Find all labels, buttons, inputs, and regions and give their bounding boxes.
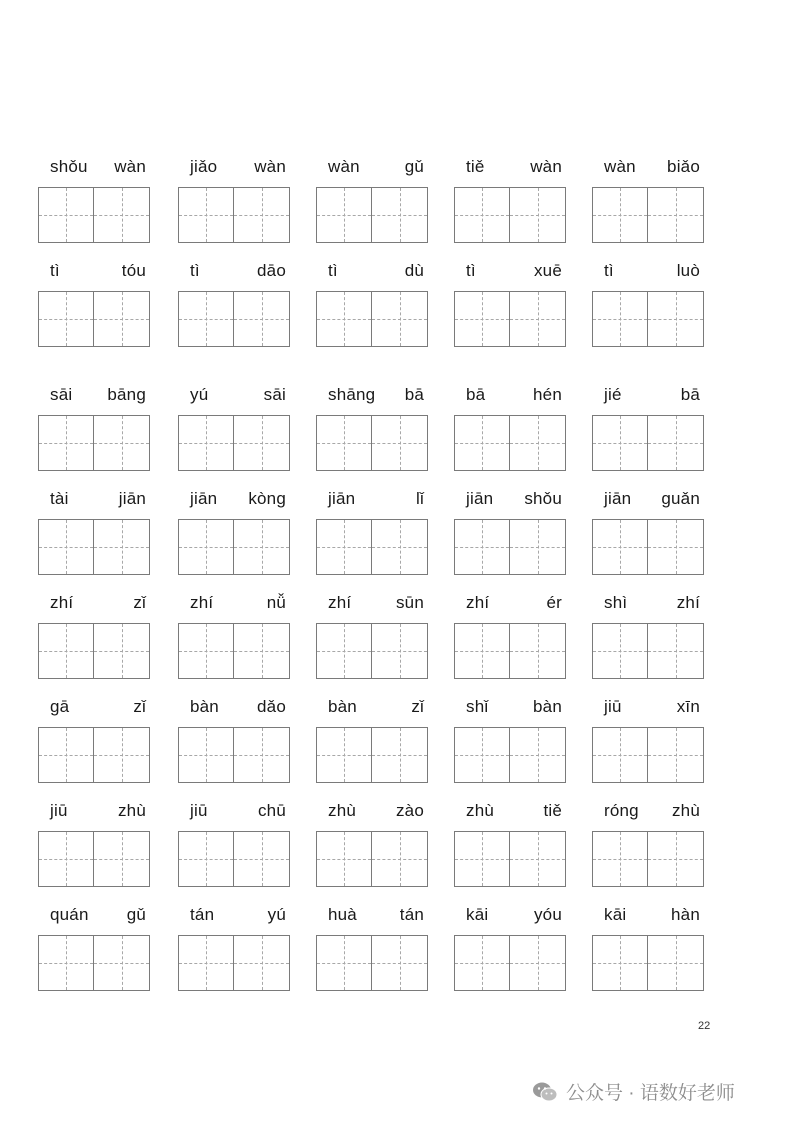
pinyin-label xyxy=(316,155,428,179)
word-cell xyxy=(454,259,566,369)
word-cell xyxy=(454,155,566,265)
tian-zi-ge-box[interactable] xyxy=(38,519,94,575)
pinyin-syllable-2: tiě xyxy=(543,801,562,820)
worksheet-row xyxy=(0,695,794,805)
pinyin-label xyxy=(454,799,566,823)
pinyin-syllable-2: bāng xyxy=(107,385,146,404)
pinyin-label xyxy=(592,799,704,823)
tian-zi-ge-box[interactable] xyxy=(94,623,150,679)
pinyin-syllable-2: zǐ xyxy=(133,697,146,716)
word-cell xyxy=(592,799,704,909)
writing-boxes xyxy=(592,187,704,243)
word-cell xyxy=(178,259,290,369)
pinyin-label xyxy=(38,799,150,823)
pinyin-label xyxy=(316,259,428,283)
tian-zi-ge-box[interactable] xyxy=(38,187,94,243)
pinyin-syllable-1: jiān xyxy=(466,489,494,508)
pinyin-syllable-1: sāi xyxy=(50,385,73,404)
pinyin-syllable-1: zhí xyxy=(466,593,490,612)
word-cell xyxy=(454,695,566,805)
word-cell xyxy=(178,799,290,909)
pinyin-syllable-1: jié xyxy=(604,385,622,404)
word-cell xyxy=(178,591,290,701)
pinyin-syllable-1: jiān xyxy=(190,489,218,508)
tian-zi-ge-box[interactable] xyxy=(372,415,428,471)
tian-zi-ge-box[interactable] xyxy=(234,935,290,991)
writing-boxes xyxy=(454,291,566,347)
word-cell xyxy=(38,903,150,1013)
word-cell xyxy=(316,155,428,265)
pinyin-syllable-2: hàn xyxy=(671,905,700,924)
word-cell xyxy=(178,487,290,597)
pinyin-syllable-2: yú xyxy=(267,905,286,924)
pinyin-syllable-2: lǐ xyxy=(416,489,424,508)
pinyin-label xyxy=(316,799,428,823)
pinyin-label xyxy=(592,695,704,719)
pinyin-syllable-1: wàn xyxy=(328,157,360,176)
pinyin-syllable-2: zào xyxy=(395,801,424,820)
word-cell xyxy=(178,695,290,805)
pinyin-label xyxy=(454,695,566,719)
writing-boxes xyxy=(38,415,150,471)
word-cell xyxy=(38,259,150,369)
tian-zi-ge-box[interactable] xyxy=(178,291,234,347)
tian-zi-ge-box[interactable] xyxy=(648,727,704,783)
tian-zi-ge-box[interactable] xyxy=(372,623,428,679)
pinyin-label xyxy=(38,487,150,511)
writing-boxes xyxy=(38,291,150,347)
tian-zi-ge-box[interactable] xyxy=(592,831,648,887)
watermark-text: 公众号 · 语数好老师 xyxy=(566,1083,735,1104)
tian-zi-ge-box[interactable] xyxy=(178,187,234,243)
tian-zi-ge-box[interactable] xyxy=(454,291,510,347)
pinyin-syllable-2: zhí xyxy=(676,593,700,612)
pinyin-syllable-1: shāng xyxy=(328,385,376,404)
worksheet-row xyxy=(0,155,794,265)
pinyin-syllable-2: tóu xyxy=(121,261,146,280)
pinyin-label xyxy=(178,591,290,615)
pinyin-label xyxy=(592,487,704,511)
tian-zi-ge-box[interactable] xyxy=(592,519,648,575)
pinyin-syllable-2: yóu xyxy=(533,905,562,924)
pinyin-label xyxy=(38,259,150,283)
pinyin-label xyxy=(316,591,428,615)
pinyin-syllable-1: zhí xyxy=(50,593,74,612)
pinyin-syllable-1: shǐ xyxy=(466,697,489,716)
word-cell xyxy=(316,799,428,909)
worksheet-row xyxy=(0,487,794,597)
writing-boxes xyxy=(178,519,290,575)
tian-zi-ge-box[interactable] xyxy=(454,935,510,991)
pinyin-label xyxy=(454,155,566,179)
word-cell xyxy=(178,383,290,493)
writing-boxes xyxy=(178,727,290,783)
pinyin-label xyxy=(178,259,290,283)
tian-zi-ge-box[interactable] xyxy=(510,187,566,243)
pinyin-label xyxy=(454,591,566,615)
tian-zi-ge-box[interactable] xyxy=(592,623,648,679)
writing-boxes xyxy=(316,291,428,347)
tian-zi-ge-box[interactable] xyxy=(372,519,428,575)
word-cell xyxy=(592,155,704,265)
pinyin-syllable-2: dǎo xyxy=(257,697,286,716)
tian-zi-ge-box[interactable] xyxy=(316,291,372,347)
tian-zi-ge-box[interactable] xyxy=(592,415,648,471)
word-cell xyxy=(592,903,704,1013)
tian-zi-ge-box[interactable] xyxy=(234,623,290,679)
worksheet-row xyxy=(0,591,794,701)
tian-zi-ge-box[interactable] xyxy=(316,727,372,783)
pinyin-syllable-2: wàn xyxy=(114,157,146,176)
tian-zi-ge-box[interactable] xyxy=(178,519,234,575)
pinyin-syllable-2: zǐ xyxy=(411,697,424,716)
pinyin-syllable-2: gǔ xyxy=(126,905,146,924)
pinyin-label xyxy=(316,487,428,511)
tian-zi-ge-box[interactable] xyxy=(94,519,150,575)
tian-zi-ge-box[interactable] xyxy=(510,935,566,991)
pinyin-syllable-2: chū xyxy=(257,801,286,820)
tian-zi-ge-box[interactable] xyxy=(454,623,510,679)
word-cell xyxy=(38,695,150,805)
pinyin-label xyxy=(316,903,428,927)
writing-boxes xyxy=(454,415,566,471)
pinyin-label xyxy=(592,591,704,615)
writing-boxes xyxy=(454,935,566,991)
tian-zi-ge-box[interactable] xyxy=(94,415,150,471)
pinyin-syllable-1: shì xyxy=(604,593,628,612)
tian-zi-ge-box[interactable] xyxy=(510,831,566,887)
pinyin-label xyxy=(592,903,704,927)
tian-zi-ge-box[interactable] xyxy=(592,727,648,783)
pinyin-syllable-1: tì xyxy=(190,261,200,280)
tian-zi-ge-box[interactable] xyxy=(178,935,234,991)
tian-zi-ge-box[interactable] xyxy=(234,187,290,243)
word-cell xyxy=(592,695,704,805)
writing-boxes xyxy=(454,187,566,243)
pinyin-label xyxy=(38,155,150,179)
tian-zi-ge-box[interactable] xyxy=(38,415,94,471)
pinyin-syllable-2: luò xyxy=(676,261,700,280)
word-cell xyxy=(38,799,150,909)
tian-zi-ge-box[interactable] xyxy=(38,623,94,679)
writing-boxes xyxy=(316,623,428,679)
tian-zi-ge-box[interactable] xyxy=(234,291,290,347)
tian-zi-ge-box[interactable] xyxy=(372,935,428,991)
word-cell xyxy=(592,591,704,701)
tian-zi-ge-box[interactable] xyxy=(38,291,94,347)
pinyin-syllable-2: wàn xyxy=(254,157,286,176)
pinyin-syllable-2: wàn xyxy=(530,157,562,176)
worksheet-row xyxy=(0,799,794,909)
tian-zi-ge-box[interactable] xyxy=(592,935,648,991)
worksheet-row xyxy=(0,903,794,1013)
word-cell xyxy=(316,383,428,493)
pinyin-syllable-2: zhù xyxy=(671,801,700,820)
pinyin-syllable-1: tì xyxy=(328,261,338,280)
writing-boxes xyxy=(178,187,290,243)
pinyin-syllable-2: bàn xyxy=(533,697,562,716)
pinyin-syllable-2: jiān xyxy=(118,489,146,508)
tian-zi-ge-box[interactable] xyxy=(372,831,428,887)
pinyin-syllable-2: gǔ xyxy=(404,157,424,176)
tian-zi-ge-box[interactable] xyxy=(178,831,234,887)
word-cell xyxy=(38,487,150,597)
tian-zi-ge-box[interactable] xyxy=(648,415,704,471)
pinyin-label xyxy=(178,155,290,179)
pinyin-label xyxy=(38,903,150,927)
pinyin-syllable-1: róng xyxy=(604,801,639,820)
tian-zi-ge-box[interactable] xyxy=(510,623,566,679)
writing-boxes xyxy=(592,935,704,991)
pinyin-syllable-1: jiū xyxy=(190,801,208,820)
pinyin-syllable-1: tán xyxy=(190,905,215,924)
pinyin-label xyxy=(178,695,290,719)
pinyin-label xyxy=(316,383,428,407)
word-cell xyxy=(316,591,428,701)
pinyin-syllable-1: tài xyxy=(50,489,69,508)
tian-zi-ge-box[interactable] xyxy=(38,727,94,783)
pinyin-syllable-2: biǎo xyxy=(667,157,700,176)
tian-zi-ge-box[interactable] xyxy=(234,727,290,783)
tian-zi-ge-box[interactable] xyxy=(94,935,150,991)
tian-zi-ge-box[interactable] xyxy=(454,187,510,243)
pinyin-syllable-1: zhù xyxy=(466,801,495,820)
writing-boxes xyxy=(592,519,704,575)
pinyin-label xyxy=(454,259,566,283)
pinyin-syllable-1: jiū xyxy=(604,697,622,716)
pinyin-label xyxy=(178,487,290,511)
writing-boxes xyxy=(592,727,704,783)
worksheet-row xyxy=(0,383,794,493)
tian-zi-ge-box[interactable] xyxy=(234,415,290,471)
tian-zi-ge-box[interactable] xyxy=(38,935,94,991)
pinyin-syllable-1: zhù xyxy=(328,801,357,820)
tian-zi-ge-box[interactable] xyxy=(592,291,648,347)
writing-boxes xyxy=(38,935,150,991)
pinyin-label xyxy=(178,903,290,927)
pinyin-syllable-2: xuē xyxy=(533,261,562,280)
tian-zi-ge-box[interactable] xyxy=(648,187,704,243)
writing-boxes xyxy=(178,831,290,887)
tian-zi-ge-box[interactable] xyxy=(316,935,372,991)
pinyin-label xyxy=(592,259,704,283)
pinyin-syllable-1: huà xyxy=(328,905,357,924)
writing-boxes xyxy=(592,623,704,679)
pinyin-syllable-1: tì xyxy=(604,261,614,280)
word-cell xyxy=(38,591,150,701)
tian-zi-ge-box[interactable] xyxy=(316,415,372,471)
tian-zi-ge-box[interactable] xyxy=(316,623,372,679)
word-cell xyxy=(178,155,290,265)
pinyin-syllable-2: zhù xyxy=(117,801,146,820)
tian-zi-ge-box[interactable] xyxy=(372,727,428,783)
writing-boxes xyxy=(38,727,150,783)
word-cell xyxy=(454,903,566,1013)
pinyin-label xyxy=(178,383,290,407)
tian-zi-ge-box[interactable] xyxy=(316,831,372,887)
pinyin-syllable-1: jiān xyxy=(604,489,632,508)
pinyin-syllable-1: jiǎo xyxy=(190,157,218,176)
tian-zi-ge-box[interactable] xyxy=(454,831,510,887)
tian-zi-ge-box[interactable] xyxy=(510,415,566,471)
tian-zi-ge-box[interactable] xyxy=(316,187,372,243)
writing-boxes xyxy=(592,291,704,347)
tian-zi-ge-box[interactable] xyxy=(454,415,510,471)
tian-zi-ge-box[interactable] xyxy=(234,831,290,887)
writing-boxes xyxy=(178,415,290,471)
word-cell xyxy=(316,259,428,369)
wechat-icon xyxy=(532,1081,558,1103)
writing-boxes xyxy=(316,831,428,887)
writing-boxes xyxy=(38,187,150,243)
writing-boxes xyxy=(38,831,150,887)
word-cell xyxy=(38,383,150,493)
word-cell xyxy=(316,487,428,597)
writing-boxes xyxy=(38,623,150,679)
writing-boxes xyxy=(316,415,428,471)
writing-boxes xyxy=(316,935,428,991)
tian-zi-ge-box[interactable] xyxy=(94,831,150,887)
pinyin-label xyxy=(38,383,150,407)
pinyin-syllable-1: kāi xyxy=(466,905,489,924)
worksheet-row xyxy=(0,259,794,369)
pinyin-syllable-1: kāi xyxy=(604,905,627,924)
pinyin-syllable-2: dù xyxy=(404,261,424,280)
pinyin-syllable-1: tì xyxy=(50,261,60,280)
tian-zi-ge-box[interactable] xyxy=(648,519,704,575)
pinyin-syllable-2: kòng xyxy=(248,489,286,508)
pinyin-syllable-1: quán xyxy=(50,905,89,924)
pinyin-syllable-1: jiū xyxy=(50,801,68,820)
pinyin-syllable-1: bàn xyxy=(190,697,219,716)
tian-zi-ge-box[interactable] xyxy=(316,519,372,575)
writing-boxes xyxy=(454,519,566,575)
tian-zi-ge-box[interactable] xyxy=(234,519,290,575)
pinyin-syllable-2: zǐ xyxy=(133,593,146,612)
tian-zi-ge-box[interactable] xyxy=(372,291,428,347)
tian-zi-ge-box[interactable] xyxy=(648,935,704,991)
writing-boxes xyxy=(178,291,290,347)
pinyin-syllable-1: gā xyxy=(50,697,70,716)
word-cell xyxy=(454,799,566,909)
pinyin-syllable-2: shǒu xyxy=(524,489,562,508)
tian-zi-ge-box[interactable] xyxy=(372,187,428,243)
pinyin-syllable-2: ér xyxy=(546,593,562,612)
tian-zi-ge-box[interactable] xyxy=(510,291,566,347)
pinyin-label xyxy=(454,487,566,511)
pinyin-syllable-1: wàn xyxy=(604,157,636,176)
word-cell xyxy=(454,591,566,701)
tian-zi-ge-box[interactable] xyxy=(648,831,704,887)
tian-zi-ge-box[interactable] xyxy=(178,623,234,679)
pinyin-label xyxy=(454,383,566,407)
writing-boxes xyxy=(316,519,428,575)
pinyin-syllable-2: bā xyxy=(404,385,424,404)
word-cell xyxy=(178,903,290,1013)
word-cell xyxy=(38,155,150,265)
writing-boxes xyxy=(38,519,150,575)
pinyin-syllable-1: tì xyxy=(466,261,476,280)
pinyin-label xyxy=(454,903,566,927)
pinyin-syllable-2: xīn xyxy=(676,697,700,716)
tian-zi-ge-box[interactable] xyxy=(94,187,150,243)
tian-zi-ge-box[interactable] xyxy=(94,727,150,783)
pinyin-syllable-1: bā xyxy=(466,385,486,404)
tian-zi-ge-box[interactable] xyxy=(178,415,234,471)
pinyin-syllable-2: nǚ xyxy=(266,593,286,612)
pinyin-label xyxy=(178,799,290,823)
word-cell xyxy=(316,695,428,805)
tian-zi-ge-box[interactable] xyxy=(454,727,510,783)
tian-zi-ge-box[interactable] xyxy=(94,291,150,347)
pinyin-label xyxy=(592,383,704,407)
pinyin-label xyxy=(316,695,428,719)
pinyin-syllable-1: tiě xyxy=(466,157,485,176)
pinyin-syllable-1: yú xyxy=(190,385,209,404)
tian-zi-ge-box[interactable] xyxy=(648,291,704,347)
writing-boxes xyxy=(454,831,566,887)
tian-zi-ge-box[interactable] xyxy=(38,831,94,887)
tian-zi-ge-box[interactable] xyxy=(510,727,566,783)
page-number: 22 xyxy=(698,1020,711,1032)
writing-boxes xyxy=(316,727,428,783)
word-cell xyxy=(592,487,704,597)
word-cell xyxy=(592,259,704,369)
pinyin-syllable-1: jiān xyxy=(328,489,356,508)
word-cell xyxy=(592,383,704,493)
writing-boxes xyxy=(178,623,290,679)
pinyin-syllable-1: zhí xyxy=(190,593,214,612)
pinyin-syllable-2: hén xyxy=(533,385,562,404)
pinyin-syllable-2: bā xyxy=(680,385,700,404)
writing-boxes xyxy=(592,831,704,887)
pinyin-syllable-1: shǒu xyxy=(50,157,88,176)
writing-boxes xyxy=(316,187,428,243)
pinyin-syllable-2: dāo xyxy=(257,261,286,280)
pinyin-syllable-2: guǎn xyxy=(661,489,700,508)
tian-zi-ge-box[interactable] xyxy=(648,623,704,679)
writing-boxes xyxy=(178,935,290,991)
writing-boxes xyxy=(454,623,566,679)
tian-zi-ge-box[interactable] xyxy=(510,519,566,575)
word-cell xyxy=(316,903,428,1013)
pinyin-syllable-2: sūn xyxy=(395,593,424,612)
word-cell xyxy=(454,487,566,597)
pinyin-label xyxy=(38,695,150,719)
pinyin-syllable-2: sāi xyxy=(263,385,286,404)
tian-zi-ge-box[interactable] xyxy=(592,187,648,243)
pinyin-label xyxy=(592,155,704,179)
tian-zi-ge-box[interactable] xyxy=(454,519,510,575)
writing-boxes xyxy=(454,727,566,783)
watermark xyxy=(532,1078,735,1105)
pinyin-syllable-2: tán xyxy=(399,905,424,924)
word-cell xyxy=(454,383,566,493)
pinyin-syllable-1: bàn xyxy=(328,697,357,716)
tian-zi-ge-box[interactable] xyxy=(178,727,234,783)
writing-boxes xyxy=(592,415,704,471)
pinyin-label xyxy=(38,591,150,615)
pinyin-syllable-1: zhí xyxy=(328,593,352,612)
